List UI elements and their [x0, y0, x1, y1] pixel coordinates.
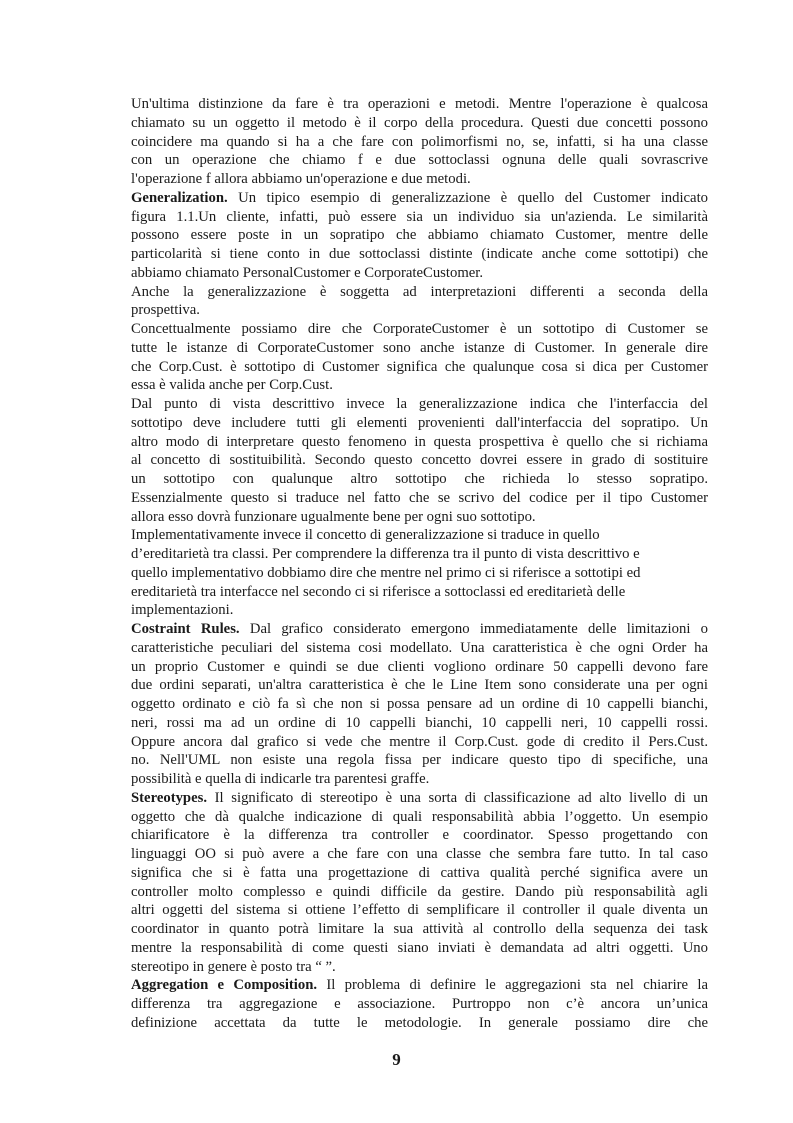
- line-text: Un tipico esempio di generalizzazione è quello del Customer indicato: [227, 189, 708, 206]
- line-text: ereditarietà tra interfacce nel secondo ci si riferisce a sottoclassi ed ereditarietà delle: [131, 583, 626, 600]
- line-text: Implementativamente invece il concetto di generalizzazione si traduce in quello: [131, 527, 600, 544]
- line-text: mentre la responsabilità di come questi siano inviati è demandata ad altri oggetti. Uno: [131, 939, 708, 956]
- line-text: Il significato di stereotipo è una sorta di classificazione ad alto livello di un: [207, 789, 708, 806]
- line-text: chiarificatore è la differenza tra controller e coordinator. Spesso progettando con: [131, 827, 708, 844]
- line-text: con un operazione che chiamo f e due sottoclassi ognuna delle quali sovrascrive: [131, 152, 708, 169]
- line-text: implementazioni.: [131, 602, 234, 619]
- text-line: [131, 114, 708, 133]
- line-text: Un'ultima distinzione da fare è tra operazioni e metodi. Mentre l'operazione è qualcosa: [131, 96, 708, 112]
- page-number: 9: [392, 1050, 401, 1069]
- line-text: coincidere ma quando si ha a che fare con polimorfismi no, se, infatti, si ha una classe: [131, 133, 708, 150]
- text-line: [131, 489, 708, 508]
- section-heading: Generalization.: [131, 189, 228, 206]
- text-line: [131, 283, 708, 302]
- text-line: [131, 883, 708, 902]
- line-text: l'operazione f allora abbiamo un'operazione e due metodi.: [131, 171, 471, 187]
- text-line: [131, 808, 708, 827]
- text-line: [131, 995, 708, 1014]
- line-text: Anche la generalizzazione è soggetta ad interpretazioni differenti a seconda della: [131, 283, 708, 300]
- text-line: [131, 826, 708, 845]
- line-text: tutte le istanze di CorporateCustomer sono anche istanze di Customer. In generale dire: [131, 339, 708, 356]
- line-text: oggetto ordinato e ciò fa sì che non si possa pensare ad un ordine di 10 cappelli bianchi,: [131, 696, 708, 712]
- line-text: altro modo di interpretare questo fenomeno in questa prospettiva è quello che si richiama: [131, 433, 708, 450]
- line-text: definizione accettata da tutte le metodologie. In generale possiamo dire che: [131, 1014, 708, 1031]
- text-line: [131, 339, 708, 358]
- line-text: allora esso dovrà funzionare ugualmente bene per ogni suo sottotipo.: [131, 508, 536, 525]
- section-heading: Costraint Rules.: [131, 621, 240, 637]
- text-line: [131, 583, 708, 602]
- line-text: oggetto che dà qualche indicazione di quali responsabilità abbia l’oggetto. Un esempio: [131, 808, 708, 825]
- line-text: Concettualmente possiamo dire che CorporateCustomer è un sottotipo di Customer se: [131, 321, 708, 337]
- text-line: [131, 733, 708, 752]
- text-line: [131, 433, 708, 452]
- text-line: [131, 358, 708, 377]
- line-text: coordinator in quanto potrà limitare la sua attività al controllo della sequenza dei task: [131, 921, 708, 937]
- line-text: sottotipo deve includere tutti gli elementi provenienti dall'interfaccia del sopratipo. Un: [131, 414, 708, 431]
- text-line: [131, 751, 708, 770]
- line-text: possono essere poste in un sopratipo che abbiamo chiamato Customer, mentre delle: [131, 227, 708, 244]
- text-line: [131, 508, 708, 527]
- line-text: essa è valida anche per Corp.Cust.: [131, 377, 333, 394]
- line-text: abbiamo chiamato PersonalCustomer e CorporateCustomer.: [131, 264, 484, 281]
- text-line: [131, 958, 708, 977]
- text-line: [131, 976, 708, 995]
- line-text: altri oggetti del sistema si ottiene l’effetto di semplificare il controller il quale diventa un: [131, 902, 708, 919]
- document-body: [131, 95, 708, 1033]
- line-text: particolarità si tiene conto in due sottoclassi distinte (indicate anche come sottotipi) che: [131, 246, 708, 262]
- line-text: linguaggi OO si può avere a che fare con una classe che sembra fare tutto. In tal caso: [131, 846, 708, 862]
- text-line: [131, 133, 708, 152]
- text-line: [131, 770, 708, 789]
- line-text: Essenzialmente questo si traduce nel fatto che se scrivo del codice per il tipo Customer: [131, 489, 708, 506]
- text-line: [131, 1014, 708, 1033]
- text-line: [131, 189, 708, 208]
- section-heading: Stereotypes.: [131, 789, 208, 806]
- text-line: [131, 414, 708, 433]
- text-line: [131, 95, 708, 114]
- text-line: [131, 245, 708, 264]
- text-line: [131, 170, 708, 189]
- text-line: [131, 151, 708, 170]
- text-line: [131, 395, 708, 414]
- line-text: che Corp.Cust. è sottotipo di Customer significa che qualunque cosa si dica per Customer: [131, 358, 708, 375]
- text-line: [131, 695, 708, 714]
- text-line: [131, 526, 708, 545]
- line-text: Dal punto di vista descrittivo invece la generalizzazione indica che l'interfaccia del: [131, 396, 708, 412]
- text-line: [131, 451, 708, 470]
- text-line: [131, 226, 708, 245]
- text-line: [131, 864, 708, 883]
- text-line: [131, 601, 708, 620]
- text-line: [131, 620, 708, 639]
- line-text: Dal grafico considerato emergono immediatamente delle limitazioni o: [239, 621, 708, 637]
- text-line: [131, 264, 708, 283]
- text-line: [131, 714, 708, 733]
- text-line: [131, 564, 708, 583]
- text-line: [131, 845, 708, 864]
- text-line: [131, 545, 708, 564]
- line-text: no. Nell'UML non esiste una regola fissa per indicare questo tipo di specifiche, una: [131, 752, 708, 769]
- line-text: caratteristiche peculiari del sistema cosi modellato. Una caratteristica è che ogni Order ha: [131, 639, 708, 656]
- text-line: [131, 901, 708, 920]
- line-text: neri, rossi ma ad un ordine di 10 cappelli bianchi, 10 cappelli neri, 10 cappelli rossi.: [131, 714, 708, 731]
- text-line: [131, 470, 708, 489]
- text-line: [131, 208, 708, 227]
- line-text: significa che si è fatta una progettazione di cattiva qualità perché significa avere un: [131, 864, 708, 881]
- line-text: chiamato su un oggetto il metodo è il corpo della procedura. Questi due concetti possono: [131, 114, 708, 131]
- text-line: [131, 376, 708, 395]
- line-text: possibilità e quella di indicarle tra parentesi graffe.: [131, 771, 430, 787]
- text-line: [131, 789, 708, 808]
- text-line: [131, 658, 708, 677]
- line-text: Oppure ancora dal grafico si vede che mentre il Corp.Cust. gode di credito il Pers.Cust.: [131, 733, 708, 750]
- line-text: stereotipo in genere è posto tra “ ”.: [131, 958, 336, 975]
- line-text: un proprio Customer e quindi se due clienti vogliono ordinare 50 cappelli devono fare: [131, 658, 708, 675]
- line-text: prospettiva.: [131, 302, 200, 319]
- text-line: [131, 676, 708, 695]
- text-line: [131, 320, 708, 339]
- section-heading: Aggregation e Composition.: [131, 977, 318, 994]
- line-text: due ordini separati, un'altra caratteristica è che le Line Item sono considerate una per ogni: [131, 677, 708, 694]
- line-text: d’ereditarietà tra classi. Per comprendere la differenza tra il punto di vista descrittivo e: [131, 546, 640, 562]
- line-text: al concetto di sostituibilità. Secondo questo concetto dovrei essere in grado di sostituire: [131, 452, 708, 469]
- text-line: [131, 920, 708, 939]
- line-text: differenza tra aggregazione e associazione. Purtroppo non c’è ancora un’unica: [131, 996, 708, 1012]
- text-line: [131, 939, 708, 958]
- line-text: figura 1.1.Un cliente, infatti, può essere sia un individuo sia un'azienda. Le similarità: [131, 208, 708, 225]
- text-line: [131, 639, 708, 658]
- text-line: [131, 301, 708, 320]
- line-text: controller molto complesso e quindi difficile da gestire. Dando più responsabilità agli: [131, 883, 708, 900]
- line-text: Il problema di definire le aggregazioni sta nel chiarire la: [317, 977, 708, 994]
- line-text: un sottotipo con qualunque altro sottotipo che richieda lo stesso sopratipo.: [131, 471, 708, 487]
- line-text: quello implementativo dobbiamo dire che mentre nel primo ci si riferisce a sottotipi ed: [131, 564, 641, 581]
